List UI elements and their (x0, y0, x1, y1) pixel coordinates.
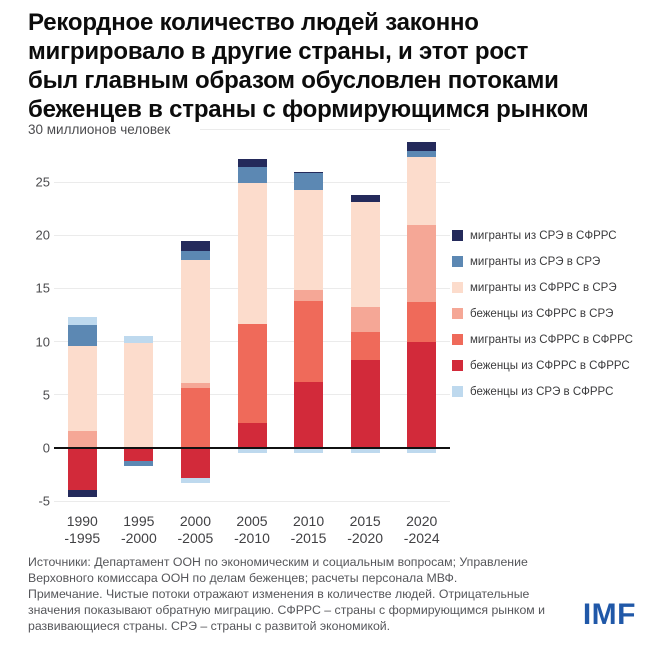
legend-label: беженцы из СФРРС в СФРРС (470, 359, 630, 372)
bar-segment-mig_emde_emde (294, 301, 323, 382)
bar-segment-ref_ae_emde (181, 478, 210, 483)
legend-item-mig_ae_emde (452, 230, 648, 241)
bar-segment-ref_emde_ae (181, 383, 210, 388)
bar-segment-mig_ae_emde (351, 195, 380, 202)
bar-segment-mig_ae_ae (407, 151, 436, 157)
x-axis-label (390, 513, 454, 546)
bar-1990-1995 (68, 129, 97, 501)
bar-segment-ref_emde_emde (181, 448, 210, 478)
x-axis-label-line: 2020 (406, 513, 438, 529)
bar-segment-ref_ae_emde (124, 336, 153, 343)
bar-segment-mig_emde_emde (181, 388, 210, 448)
legend-item-mig_emde_emde (452, 334, 648, 345)
legend-swatch-ref_emde_ae (452, 308, 463, 319)
chart-title-line: был главным образом обусловлен потоками (28, 67, 559, 94)
y-tick-label: 20 (35, 227, 50, 243)
x-axis-label (50, 513, 114, 546)
y-tick-label: 0 (42, 440, 50, 456)
legend-item-ref_emde_ae (452, 308, 648, 319)
chart-title-line: Рекордное количество людей законно (28, 9, 479, 36)
imf-logo: IMF (582, 598, 636, 631)
bar-segment-mig_emde_emde (351, 332, 380, 360)
legend-swatch-ref_emde_emde (452, 360, 463, 371)
y-axis-unit-label: 30 миллионов человек (28, 122, 171, 137)
x-axis-label (107, 513, 171, 546)
bar-segment-ref_emde_emde (407, 342, 436, 448)
x-axis-label-line: 2000 (179, 513, 211, 529)
bar-segment-mig_ae_ae (238, 167, 267, 183)
bar-segment-mig_emde_emde (407, 302, 436, 342)
bar-segment-mig_emde_ae (68, 346, 97, 430)
legend-item-ref_ae_emde (452, 386, 648, 397)
bar-1995-2000 (124, 129, 153, 501)
bar-segment-mig_ae_ae (124, 461, 153, 466)
bar-segment-mig_emde_ae (181, 260, 210, 383)
bar-segment-ref_emde_ae (407, 225, 436, 302)
y-tick-label: -5 (38, 493, 50, 509)
x-axis-label-line: -2000 (120, 529, 157, 546)
bar-segment-mig_ae_ae (294, 173, 323, 190)
bar-segment-mig_emde_ae (351, 202, 380, 307)
bar-2020-2024 (407, 129, 436, 501)
bar-segment-mig_ae_ae (181, 251, 210, 260)
bar-segment-mig_emde_ae (124, 343, 153, 448)
legend-swatch-mig_emde_ae (452, 282, 463, 293)
zero-axis-line (54, 447, 450, 449)
x-axis-label-line: 2015 (349, 513, 381, 529)
x-axis-label (220, 513, 284, 546)
y-tick-label: 10 (35, 334, 50, 350)
footnote-sources: Источники: Департамент ООН по экономическим и социальным вопросам; Управление Верховного комиссара ООН по делам беженцев; расчеты персонала МВФ. (28, 555, 528, 585)
legend-item-mig_emde_ae (452, 282, 648, 293)
bar-2015-2020 (351, 129, 380, 501)
bar-segment-ref_ae_emde (351, 448, 380, 453)
x-axis-label-line: -2024 (403, 529, 440, 546)
legend-swatch-mig_ae_emde (452, 230, 463, 241)
footnote-note: Примечание. Чистые потоки отражают изменения в количестве людей. Отрицательные значения показывают обратную миграцию. СФРРС – страны с формирующимся рынком и развивающиеся страны. СРЭ – страны с развитой экономикой. (28, 586, 546, 633)
x-axis-label-line: -2005 (177, 529, 214, 546)
bar-segment-mig_emde_ae (238, 183, 267, 324)
bar-segment-ref_emde_emde (68, 448, 97, 491)
bar-segment-mig_ae_emde (238, 159, 267, 167)
bar-segment-ref_emde_ae (68, 431, 97, 448)
y-tick-label: 5 (42, 387, 50, 403)
x-axis-label-line: -2015 (290, 529, 327, 546)
bar-segment-ref_emde_emde (238, 423, 267, 447)
legend-swatch-ref_ae_emde (452, 386, 463, 397)
x-axis-label-line: 1990 (66, 513, 98, 529)
legend-label: беженцы из СФРРС в СРЭ (470, 307, 614, 320)
legend-label: беженцы из СРЭ в СФРРС (470, 385, 614, 398)
legend-label: мигранты из СФРРС в СРЭ (470, 281, 617, 294)
x-axis-label-line: -2010 (234, 529, 270, 546)
bar-segment-ref_ae_emde (407, 448, 436, 453)
bar-2005-2010 (238, 129, 267, 501)
legend-label: мигранты из СРЭ в СФРРС (470, 229, 617, 242)
bar-segment-mig_ae_emde (407, 142, 436, 152)
bar-2010-2015 (294, 129, 323, 501)
x-axis-label (277, 513, 341, 546)
x-axis-label-line: -2020 (347, 529, 384, 546)
bar-segment-ref_ae_emde (68, 317, 97, 325)
legend-swatch-mig_ae_ae (452, 256, 463, 267)
bar-segment-ref_emde_emde (124, 448, 153, 461)
legend-item-mig_ae_ae (452, 256, 648, 267)
x-axis-label-line: -1995 (64, 529, 101, 546)
chart-title-line: беженцев в страны с формирующимся рынком (28, 96, 589, 123)
y-tick-label: 25 (35, 174, 50, 190)
bar-2000-2005 (181, 129, 210, 501)
bar-segment-ref_emde_emde (294, 382, 323, 448)
x-axis-label-line: 2010 (292, 513, 325, 529)
footnote (28, 555, 580, 635)
bar-segment-ref_emde_ae (294, 290, 323, 301)
chart-title (28, 8, 628, 124)
bar-segment-mig_ae_emde (294, 172, 323, 173)
x-axis-label-line: 1995 (123, 513, 155, 529)
bar-segment-ref_ae_emde (238, 448, 267, 453)
bar-segment-mig_ae_emde (181, 241, 210, 252)
chart-title-line: мигрировало в другие страны, и этот рост (28, 38, 529, 65)
legend-label: мигранты из СФРРС в СФРРС (470, 333, 633, 346)
bar-segment-mig_emde_ae (294, 190, 323, 290)
x-axis-label (333, 513, 397, 546)
x-axis-label (163, 513, 227, 546)
legend (452, 230, 648, 412)
bar-segment-mig_ae_emde (68, 490, 97, 496)
bar-segment-mig_ae_ae (68, 325, 97, 346)
legend-label: мигранты из СРЭ в СРЭ (470, 255, 601, 268)
bar-segment-ref_emde_emde (351, 360, 380, 448)
x-axis-label-line: 2005 (236, 513, 268, 529)
bar-segment-mig_emde_emde (238, 324, 267, 423)
bar-segment-ref_ae_emde (294, 448, 323, 453)
y-tick-label: 15 (35, 280, 50, 296)
bar-segment-mig_emde_ae (407, 157, 436, 225)
legend-item-ref_emde_emde (452, 360, 648, 371)
legend-swatch-mig_emde_emde (452, 334, 463, 345)
bar-segment-ref_emde_ae (351, 307, 380, 332)
